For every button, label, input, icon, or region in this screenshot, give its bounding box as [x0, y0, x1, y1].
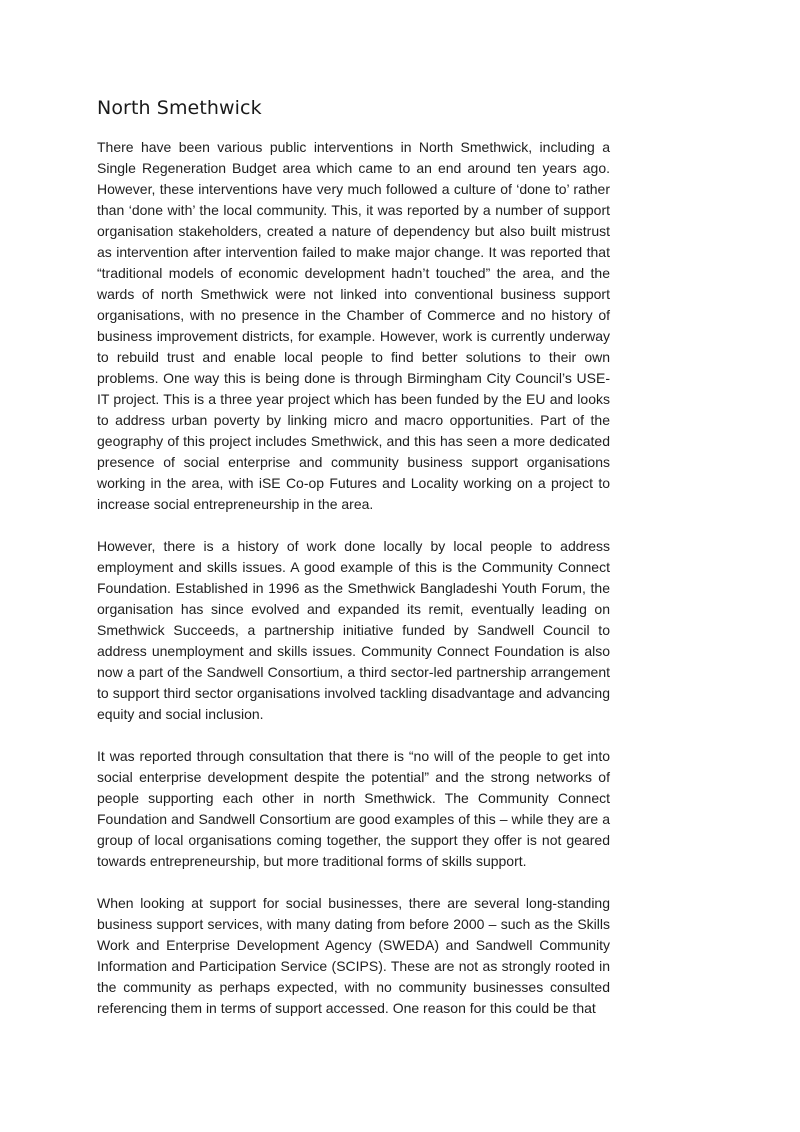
paragraph-4: When looking at support for social businesses, there are several long-standing business support services, with many dating from before 2000 – such as the Skills Work and Enterprise Development Agency (SWEDA) and Sandwell Community Information and Participation Service (SCIPS). These are not as strongly rooted in the community as perhaps expected, with no community businesses consulted referencing them in terms of support accessed. One reason for this could be that	[97, 895, 610, 1016]
document-page	[97, 94, 610, 1040]
paragraph-3: It was reported through consultation that there is “no will of the people to get into social enterprise development despite the potential” and the strong networks of people supporting each other in north Smethwick. The Community Connect Foundation and Sandwell Consortium are good examples of this – while they are a group of local organisations coming together, the support they offer is not geared towards entrepreneurship, but more traditional forms of skills support.	[97, 748, 610, 869]
section-heading: North Smethwick	[97, 97, 262, 119]
paragraph-2: However, there is a history of work done locally by local people to address employment and skills issues. A good example of this is the Community Connect Foundation. Established in 1996 as the Smethwick Bangladeshi Youth Forum, the organisation has since evolved and expanded its remit, eventually leading on Smethwick Succeeds, a partnership initiative funded by Sandwell Council to address unemployment and skills issues. Community Connect Foundation is also now a part of the Sandwell Consortium, a third sector-led partnership arrangement to support third sector organisations involved tackling disadvantage and advancing equity and social inclusion.	[97, 538, 610, 722]
paragraph-1: There have been various public interventions in North Smethwick, including a Single Regeneration Budget area which came to an end around ten years ago. However, these interventions have very much followed a culture of ‘done to’ rather than ‘done with’ the local community. This, it was reported by a number of support organisation stakeholders, created a nature of dependency but also built mistrust as intervention after intervention failed to make major change. It was reported that “traditional models of economic development hadn’t touched” the area, and the wards of north Smethwick were not linked into conventional business support organisations, with no presence in the Chamber of Commerce and no history of business improvement districts, for example. However, work is currently underway to rebuild trust and enable local people to find better solutions to their own problems. One way this is being done is through Birmingham City Council’s USE-IT project. This is a three year project which has been funded by the EU and looks to address urban poverty by linking micro and macro opportunities. Part of the geography of this project includes Smethwick, and this has seen a more dedicated presence of social enterprise and community business support organisations working in the area, with iSE Co-op Futures and Locality working on a project to increase social entrepreneurship in the area.	[97, 139, 610, 512]
